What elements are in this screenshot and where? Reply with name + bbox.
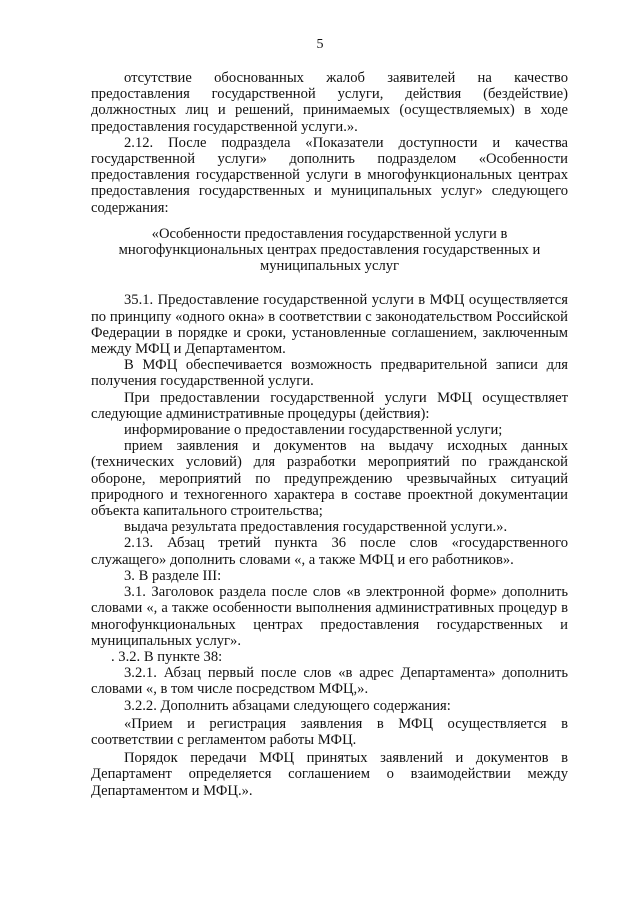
paragraph: 2.13. Абзац третий пункта 36 после слов «государственного служащего» дополнить словами «, а также МФЦ и его работников».: [91, 535, 568, 568]
paragraph: «Прием и регистрация заявления в МФЦ осуществляется в соответствии с регламентом работы МФЦ.: [91, 715, 568, 748]
paragraph: 3.2.2. Дополнить абзацами следующего содержания:: [124, 697, 451, 714]
document-body: [91, 70, 568, 799]
paragraph: информирование о предоставлении государственной услуги;: [124, 422, 503, 439]
section-heading: «Особенности предоставления государственной услуги в многофункциональных центрах предоставления государственных и муниципальных услуг: [118, 225, 541, 275]
page-number: 5: [316, 37, 324, 52]
paragraph: выдача результата предоставления государственной услуги.».: [124, 519, 508, 536]
paragraph: В МФЦ обеспечивается возможность предварительной записи для получения государственной услуги.: [91, 357, 568, 390]
paragraph: 3.1. Заголовок раздела после слов «в электронной форме» дополнить словами «, а также особенности выполнения административных процедур в многофункциональных центрах предоставления государственных и муниципальных услуг».: [91, 584, 568, 649]
paragraph: 3. В разделе III:: [124, 567, 222, 584]
paragraph: 3.2.1. Абзац первый после слов «в адрес Департамента» дополнить словами «, в том числе посредством МФЦ,».: [91, 665, 568, 698]
paragraph: Порядок передачи МФЦ принятых заявлений и документов в Департамент определяется соглашением о взаимодействии между Департаментом и МФЦ.».: [91, 750, 568, 799]
paragraph: отсутствие обоснованных жалоб заявителей на качество предоставления государственной услуги, действия (бездействие) должностных лиц и решений, принимаемых (осуществляемых) в ходе предоставления государственной услуги.».: [91, 70, 568, 135]
paragraph: При предоставлении государственной услуги МФЦ осуществляет следующие административные процедуры (действия):: [91, 389, 568, 422]
paragraph: . 3.2. В пункте 38:: [111, 648, 223, 665]
paragraph: 2.12. После подраздела «Показатели доступности и качества государственной услуги» дополнить подразделом «Особенности предоставления государственной услуги в многофункциональных центрах предоставления государственных и муниципальных услуг» следующего содержания:: [91, 134, 568, 216]
paragraph: прием заявления и документов на выдачу исходных данных (технических условий) для разработки мероприятий по гражданской обороне, мероприятий по предупреждению чрезвычайных ситуаций природного и техногенного характера в составе проектной документации объекта капитального строительства;: [91, 438, 568, 520]
paragraph: 35.1. Предоставление государственной услуги в МФЦ осуществляется по принципу «одного окна» в соответствии с законодательством Российской Федерации в порядке и сроки, установленные соглашением, заключенным между МФЦ и Департаментом.: [91, 292, 568, 358]
